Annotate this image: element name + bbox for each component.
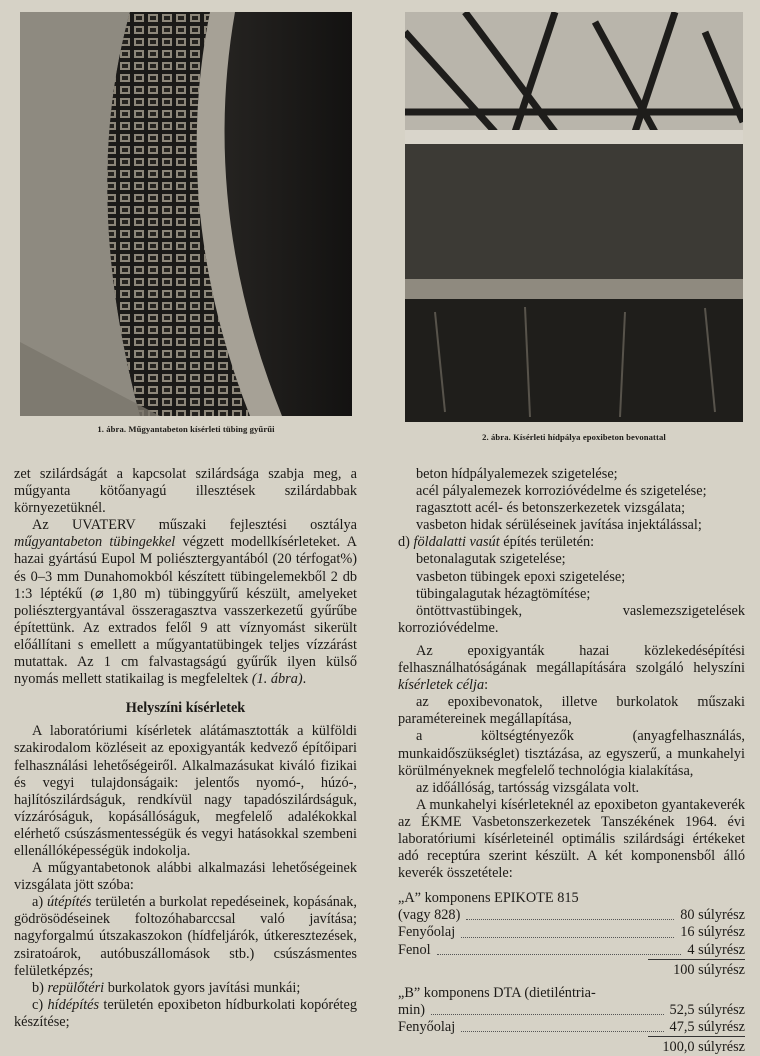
- goal-1: az epoxibevonatok, illetve burkolatok műszaki paramétereinek megállapítása,: [398, 694, 745, 728]
- list-item-c4: vasbeton hidak sérüléseinek javítása injektálással;: [416, 517, 702, 534]
- list-item-c3: ragasztott acél- és betonszerkezetek vizsgálata;: [416, 500, 686, 517]
- figure-2-photo: [405, 12, 743, 422]
- component-b-heading: „B” komponens DTA (dietiléntria-: [398, 984, 596, 1001]
- list-item-d2: vasbeton tübingek epoxi szigetelése;: [416, 568, 626, 585]
- list-item-d4: öntöttvastübingek, vaslemezszigetelések korrozióvédelme.: [398, 602, 745, 636]
- list-item-d1: betonalagutak szigetelése;: [416, 551, 566, 568]
- list-item-c1: beton hídpályalemezek szigetelése;: [416, 466, 618, 482]
- paragraph-6: A munkahelyi kísérleteknél az epoxibeton gyantakeverék az ÉKME Vasbetonszerkezetek Tanszékének 1964. évi laboratóriumi kísérleteinél optimális szilárdsági értékeket adó receptúra szerint készült. A két komponensből álló keverék összetétele:: [398, 796, 745, 882]
- paragraph-3: A laboratóriumi kísérletek alátámasztották a külföldi szakirodalom közléseit az epoxigyanták kedvező építőipari felhasználási lehetőségeiről. Alkalmazásukat kiváló fizikai és vegyi tulajdonságaik: jelentős nyomó-, húzó-, hajlítószilárdságuk, rendkívül nagy tapadószilárdságuk, vízzáróságuk, kopásállóságuk, megfelelő adalékokkal elérhető csúszásmentességük és vegyi hatásokkal szembeni ellenállóképességük indokolja.: [14, 723, 357, 859]
- recipe-row: Fenyőolaj 16 súlyrész: [398, 924, 745, 941]
- list-item-c2: acél pályalemezek korrozióvédelme és szigetelése;: [416, 483, 707, 500]
- paragraph-1: zet szilárdságát a kapcsolat szilárdsága szabja meg, a műgyanta kötőanyagú illesztések szilárdabbak környezetüknél.: [14, 466, 357, 517]
- recipe-row: Fenol 4 súlyrész: [398, 941, 745, 958]
- section-heading: Helyszíni kísérletek: [125, 700, 246, 717]
- recipe-row: min) 52,5 súlyrész: [398, 1001, 745, 1018]
- goal-3: az időállóság, tartósság vizsgálata volt.: [416, 779, 640, 796]
- list-item-b: b) repülőtéri burkolatok gyors javítási munkái;: [32, 979, 301, 996]
- right-column: [398, 466, 745, 1056]
- component-a-total: 100 súlyrész: [648, 959, 745, 979]
- left-column: [14, 466, 357, 1031]
- recipe-row: Fenyőolaj 47,5 súlyrész: [398, 1018, 745, 1035]
- list-item-a: a) útépítés területén a burkolat repedéseinek, kopásának, gödrösödéseinek foltozóhabarccsal való javítása; nagyforgalmú útszakaszokon (hídfeljárók, útkeresztezések, zsiratoárok, autóbuszállomások stb.) csúszásmentes felületképzés;: [14, 894, 358, 979]
- component-a-heading: „A” komponens EPIKOTE 815: [398, 890, 579, 907]
- list-item-d: d) földalatti vasút építés területén:: [398, 534, 595, 551]
- list-item-d3: tübingalagutak hézagtömítése;: [416, 585, 591, 602]
- goal-2: a költségtényezők (anyagfelhasználás, munkaidőszükséglet) tisztázása, az egyszerű, a munkahelyi körülményeknek megfelelő technológia kialakítása,: [398, 728, 745, 779]
- paragraph-5: Az epoxigyanták hazai közlekedésépítési felhasználhatóságának megállapítására szolgáló helyszíni kísérletek célja:: [398, 642, 745, 694]
- figure-1-photo: [20, 12, 352, 416]
- recipe-table: [398, 890, 745, 1056]
- figure-2-caption: 2. ábra. Kísérleti hídpálya epoxibeton bevonattal: [482, 432, 666, 442]
- component-b-total: 100,0 súlyrész: [648, 1036, 745, 1056]
- paragraph-4: A műgyantabetonok alábbi alkalmazási lehetőségeinek vizsgálata jött szóba:: [14, 860, 357, 894]
- paragraph-2: Az UVATERV műszaki fejlesztési osztálya műgyantabeton tübingekkel végzett modellkísérleteket. A hazai gyártású Eupol M poliésztergyantából (20 térfogat%) és 0–3 mm Dunahomokból készített tübingelemekből 2 db 1:3 léptékű (⌀ 1,80 m) tübinggyűrű készült, amelyeket poliésztergyantával összeragasztva vasszerkezetű gyűrűbe építettünk. Az extrados felől 9 att víznyomást sikerült előállítani s emellett a műgyantatübingek teljes vízzárást mutattak. Az 1 cm falvastagságú gyűrűk ilyen külső nyomás mellett statikailag is megfeleltek (1. ábra).: [14, 517, 357, 688]
- recipe-row: (vagy 828) 80 súlyrész: [398, 907, 745, 924]
- figure-1-caption: 1. ábra. Műgyantabeton kísérleti tübing gyűrűi: [97, 424, 275, 434]
- list-item-c: c) hídépítés területén epoxibeton hídburkolati kopóréteg készítése;: [14, 996, 358, 1030]
